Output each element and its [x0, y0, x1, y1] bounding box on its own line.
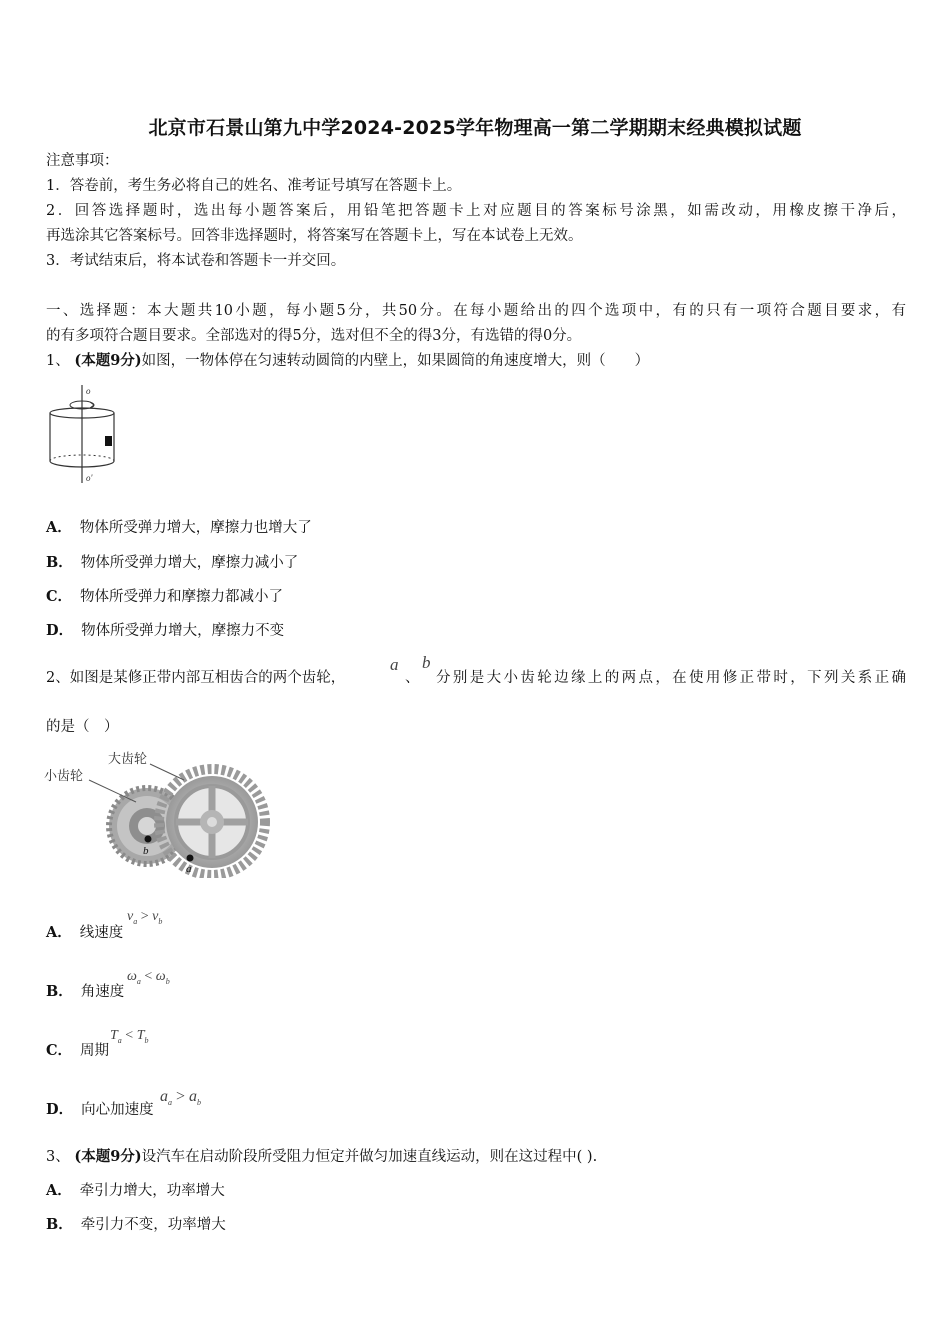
- q2-option-c[interactable]: [46, 1041, 109, 1061]
- q1-option-b[interactable]: [46, 553, 298, 573]
- formula-aa-gt-ab: $a_a > a_b$: [160, 1088, 202, 1108]
- question-2-stem-part1: 2、如图是某修正带内部互相齿合的两个齿轮，: [46, 670, 346, 686]
- q1-option-d[interactable]: [46, 621, 284, 641]
- notice-item: 2．回答选择题时，选出每小题答案后，用铅笔把答题卡上对应题目的答案标号涂黑，如需改动，用橡皮擦干净后，: [46, 203, 906, 219]
- label-big-gear: 大齿轮: [108, 752, 148, 767]
- q3-option-a[interactable]: [46, 1181, 225, 1201]
- point-b-label: b: [143, 845, 149, 857]
- option-letter: A．: [46, 1182, 72, 1199]
- section-intro-line: 一、选择题：本大题共10小题，每小题5分，共50分。在每小题给出的四个选项中，有的只有一项符合题目要求，有: [46, 303, 906, 319]
- question-1-stem: [46, 351, 649, 371]
- notice-item: 3．考试结束后，将本试卷和答题卡一并交回。: [46, 253, 346, 269]
- question-text: 设汽车在启动阶段所受阻力恒定并做匀加速直线运动，则在这过程中( ).: [141, 1149, 598, 1165]
- option-text: 物体所受弹力增大，摩擦力也增大了: [79, 520, 312, 536]
- question-score: (本题9分): [74, 1148, 142, 1165]
- option-letter: D．: [46, 1101, 74, 1118]
- formula-wa-lt-wb: $\omega_a < \omega_b$: [127, 969, 170, 986]
- question-3-stem: [46, 1147, 597, 1167]
- formula-va-gt-vb: $v_a > v_b$: [127, 909, 163, 926]
- axis-label-top: o: [86, 386, 91, 396]
- option-letter: C．: [46, 1042, 73, 1059]
- rotating-cylinder-figure: [46, 383, 118, 489]
- option-text: 牵引力不变，功率增大: [80, 1217, 226, 1233]
- var-a: a: [390, 655, 399, 674]
- q2-option-b[interactable]: [46, 982, 124, 1002]
- option-text: 线速度: [79, 925, 124, 941]
- q2-option-a[interactable]: [46, 923, 123, 943]
- point-a-marker: [187, 855, 194, 862]
- question-2-stem-line2: 的是（ ）: [46, 719, 119, 735]
- option-letter: B．: [46, 983, 73, 1000]
- big-gear: [159, 769, 265, 875]
- option-letter: D．: [46, 622, 74, 639]
- option-letter: B．: [46, 554, 73, 571]
- notice-item: 再选涂其它答案标号。回答非选择题时，将答案写在答题卡上，写在本试卷上无效。: [46, 228, 583, 244]
- question-2-stem-part2: 分别是大小齿轮边缘上的两点，在使用修正带时，下列关系正确: [436, 670, 906, 686]
- q3-option-b[interactable]: [46, 1215, 226, 1235]
- point-a-label: a: [186, 863, 192, 875]
- option-letter: A．: [46, 519, 72, 536]
- page-title: 北京市石景山第九中学2024-2025学年物理高一第二学期期末经典模拟试题: [148, 117, 802, 139]
- option-letter: A．: [46, 924, 72, 941]
- option-text: 物体所受弹力增大，摩擦力减小了: [80, 555, 299, 571]
- formula-ta-lt-tb: $T_a < T_b$: [110, 1028, 149, 1045]
- option-text: 物体所受弹力增大，摩擦力不变: [81, 623, 285, 639]
- axis-label-bottom: o': [86, 473, 93, 483]
- label-small-gear: 小齿轮: [44, 769, 84, 784]
- option-text: 物体所受弹力和摩擦力都减小了: [80, 589, 284, 605]
- q1-option-a[interactable]: [46, 518, 312, 538]
- question-number: 3、: [46, 1149, 70, 1165]
- q1-option-c[interactable]: [46, 587, 283, 607]
- question-number: 1、: [46, 353, 70, 369]
- notice-item: 1．答卷前，考生务必将自己的姓名、准考证号填写在答题卡上。: [46, 178, 462, 194]
- q2-option-d[interactable]: [46, 1100, 154, 1120]
- point-b-marker: [145, 836, 152, 843]
- option-text: 周期: [80, 1043, 110, 1059]
- block-on-wall: [105, 436, 112, 446]
- option-text: 向心加速度: [81, 1102, 154, 1118]
- gears-figure: [44, 744, 274, 878]
- section-intro-line: 的有多项符合题目要求。全部选对的得5分，选对但不全的得3分，有选错的得0分。: [46, 328, 582, 344]
- question-text: 如图，一物体停在匀速转动圆筒的内壁上，如果圆筒的角速度增大，则（ ）: [141, 353, 650, 369]
- option-letter: B．: [46, 1216, 73, 1233]
- notice-heading: 注意事项：: [46, 153, 119, 169]
- option-letter: C．: [46, 588, 73, 605]
- separator: 、: [405, 670, 420, 686]
- option-text: 角速度: [80, 984, 125, 1000]
- question-score: (本题9分): [74, 352, 142, 369]
- option-text: 牵引力增大，功率增大: [79, 1183, 225, 1199]
- var-b: b: [422, 653, 431, 672]
